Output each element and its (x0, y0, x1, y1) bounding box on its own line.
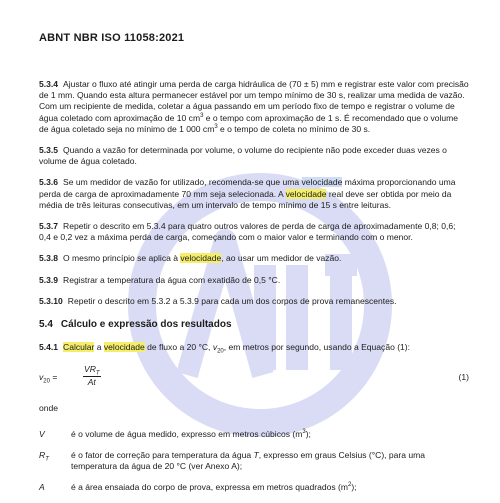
definition-text: é a área ensaiada do corpo de prova, expressa em metros quadrados (m (71, 482, 348, 493)
clause-5-3-5 (39, 145, 469, 167)
definition-text: é o volume de água medido, expresso em metros cúbicos (m (71, 428, 303, 439)
clause-text: Repetir o descrito em 5.3.4 para quatro outros valores de perda de carga de aproximadamente 0,8; 0,6; 0,4 e 0,2 vez a máxima perda de carga, começando com o maior valor e terminando com o menor. (39, 221, 456, 243)
clause-number: 5.3.4 (39, 79, 59, 89)
fraction-denominator: At (87, 376, 96, 387)
document-header: ABNT NBR ISO 11058:2021 (39, 32, 185, 44)
clause-number: 5.3.10 (39, 295, 63, 306)
definition-a (39, 482, 469, 493)
clause-5-3-9 (39, 275, 469, 286)
numerator-text: VR (84, 364, 96, 375)
subscript: 20 (43, 379, 50, 386)
section-number: 5.4 (39, 319, 53, 331)
definition-text: é o fator de correção para temperatura da água (71, 449, 254, 460)
clause-text: , ao usar um medidor de vazão. (221, 253, 342, 264)
definition-text: ); (305, 428, 311, 439)
equation-number: (1) (458, 372, 469, 383)
clause-text: real deve ser obtida por meio da média de três leituras consecutivas, em um intervalo de tempo mínimo de 15 s entre leituras. (39, 188, 452, 210)
definition-rt (39, 450, 469, 472)
search-highlight[interactable]: velocidade (285, 188, 327, 199)
fraction-numerator (83, 364, 101, 376)
superscript: 3 (302, 428, 306, 435)
equation-1 (39, 363, 469, 393)
section-title: Cálculo e expressão dos resultados (60, 319, 232, 331)
definition-text: ); (351, 482, 357, 493)
search-highlight-selected[interactable]: velocidade (301, 177, 343, 188)
definition-symbol (39, 450, 49, 461)
clause-5-3-6 (39, 177, 469, 211)
search-highlight[interactable]: velocidade (180, 253, 222, 264)
clause-text: de fluxo a 20 °C, (144, 342, 213, 353)
clause-5-3-8 (39, 253, 469, 264)
subscript: 20 (217, 348, 224, 355)
clause-text: , em metros por segundo, usando a Equação (1): (223, 342, 411, 353)
clause-5-4-1 (39, 342, 469, 353)
clause-number: 5.3.6 (39, 177, 59, 188)
clause-text: Registrar a temperatura da água com exatidão de 0,5 °C. (63, 274, 281, 285)
search-highlight[interactable]: Calcular (63, 342, 95, 353)
equation-variable: v (39, 372, 44, 383)
clause-5-3-4 (39, 79, 469, 135)
definition-text: , expresso em graus Celsius (°C), para uma temperatura da água de 20 °C (ver Anexo A); (71, 449, 426, 472)
clause-text: máxima proporcionando uma perda de carga de aproximadamente 70 mm seja selecionada. A (39, 177, 456, 199)
superscript: 3 (200, 112, 204, 119)
symbol-letter: R (39, 449, 46, 460)
clause-text: Ajustar o fluxo até atingir uma perda de carga hidráulica de (70 ± 5) mm e registrar este valor com precisão de 1 mm. Quando esta altura permanecer estável por um tempo mínimo de 30 s, realizar uma medida de vazão. Com um recipiente de medida, coletar a água passando em um período fixo de tempo e registrar o volume de água coletado com aproximação de 10 cm (39, 79, 469, 123)
clause-text: Se um medidor de vazão for utilizado, recomenda-se que uma (63, 177, 302, 188)
subscript: T (95, 371, 100, 378)
search-highlight[interactable]: velocidade (103, 342, 145, 353)
clause-text: e o tempo com aproximação de 1 s. É recomendado que o volume de água coletado seja no mínimo de 1 000 cm (39, 112, 459, 134)
clause-5-3-10 (39, 296, 469, 307)
clause-number: 5.4.1 (39, 342, 59, 353)
variable: T (253, 449, 259, 460)
clause-text: a (94, 342, 104, 353)
clause-5-3-7 (39, 221, 469, 243)
definition-symbol: A (39, 482, 45, 493)
superscript: 2 (347, 482, 352, 489)
where-label: onde (39, 403, 59, 414)
clause-text: O mesmo princípio se aplica à (63, 253, 181, 264)
clause-text: Repetir o descrito em 5.3.2 a 5.3.9 para cada um dos corpos de prova remanescentes. (67, 295, 397, 306)
superscript: 3 (214, 123, 218, 130)
clause-number: 5.3.9 (39, 274, 59, 285)
section-heading-5-4 (39, 319, 469, 330)
equals-sign: = (49, 372, 58, 383)
definition-v (39, 429, 469, 440)
clause-number: 5.3.8 (39, 253, 59, 264)
document-body (39, 79, 469, 503)
clause-text: Quando a vazão for determinada por volume, o volume do recipiente não pode exceder duas vezes o volume de água coletado. (39, 145, 447, 167)
equation-fraction (83, 364, 101, 387)
variable: v (212, 342, 218, 353)
equation-lhs (39, 372, 58, 386)
clause-number: 5.3.7 (39, 221, 59, 232)
subscript: T (45, 456, 49, 463)
clause-text: e o tempo de coleta no mínimo de 30 s. (217, 123, 371, 134)
definition-symbol: V (39, 428, 45, 439)
clause-number: 5.3.5 (39, 145, 59, 156)
